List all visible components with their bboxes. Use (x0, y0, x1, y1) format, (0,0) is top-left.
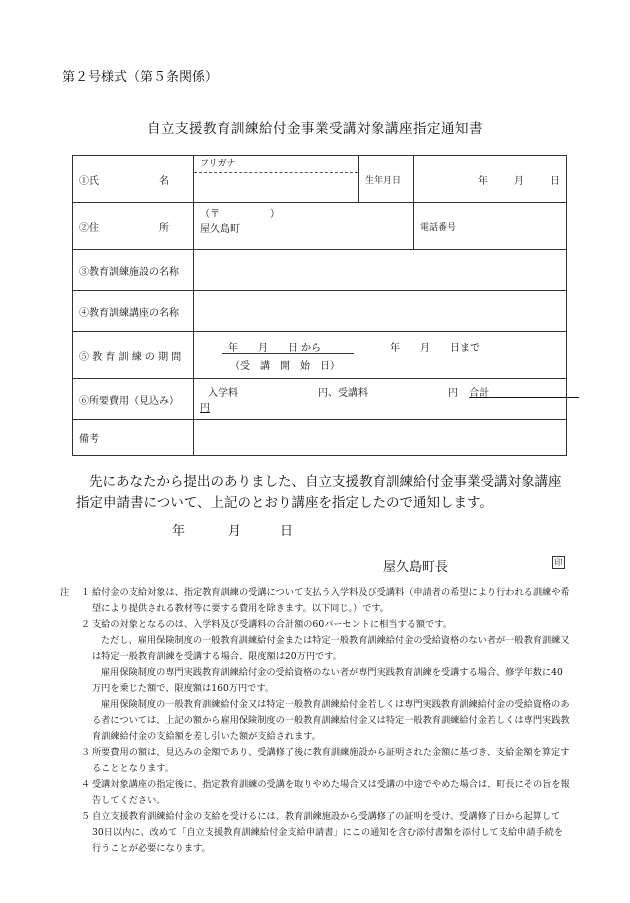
notification-table (72, 155, 580, 456)
note-text: 雇用保険制度の専門実践教育訓練給付金の受給資格のない者が専門実践教育訓練を受講する場合、修学年数に40万円を乗じた額で、限度額は160万円です。 (92, 667, 563, 694)
name-field (194, 156, 359, 203)
note-prefix: 注 (60, 587, 70, 598)
facility-field (194, 250, 567, 291)
note-item (60, 617, 570, 745)
note-number (60, 585, 90, 601)
period-note: （受 講 開 始 日） (230, 361, 340, 372)
remarks-field (194, 420, 567, 456)
note-text: ただし、雇用保険制度の一般教育訓練給付金または特定一般教育訓練給付金の受給資格のない者が一般教育訓練又は特定一般教育訓練を受講する場合、限度額は20万円です。 (92, 635, 570, 662)
facility-label: ③教育訓練施設の名称 (73, 250, 194, 291)
course-label: ④教育訓練講座の名称 (73, 291, 194, 332)
name-label: ①氏 名 (73, 156, 194, 203)
date-day: 日 (280, 524, 294, 539)
note-number-text: ３ (80, 747, 90, 758)
cost-field (194, 379, 580, 420)
address-field (194, 203, 414, 250)
total-cost: 合計 円 (200, 388, 580, 414)
birthdate-label: 生年月日 (359, 156, 414, 203)
address-value: 屋久島町 (200, 224, 240, 235)
note-text: 自立支援教育訓練給付金の支給を受けるには、教育訓練施設から受講修了の証明を受け、受講修了日から起算して30日以内に、改めて「自立支援教育訓練給付金支給申請書」にこの通知を含む添付書類を添付して支給申請手続を行うことが必要になります。 (92, 811, 564, 854)
note-number-text: ４ (80, 779, 90, 790)
date-year: 年 (172, 524, 186, 539)
date-month: 月 (228, 524, 242, 539)
note-text: 雇用保険制度の一般教育訓練給付金又は特定一般教育訓練給付金若しくは専門実践教育訓練給付金の受給資格のある者については、上記の額から雇用保険制度の一般教育訓練給付金又は特定一般教育訓練給付金若しくは専門実践教育訓練給付金の支給額を差し引いた額が支給されます。 (92, 699, 570, 742)
note-number (60, 809, 90, 825)
document-title: 自立支援教育訓練給付金事業受講対象講座指定通知書 (147, 121, 483, 137)
note-text: 給付金の支給対象は、指定教育訓練の受講について支払う入学料及び受講料（申請者の希望により行われる訓練や希望により提供される教材等に要する費用を除きます。以下同じ。）です。 (92, 587, 570, 614)
note-text: 所要費用の額は、見込みの金額であり、受講修了後に教育訓練施設から証明された金額に基づき、支給金額を算定することとなります。 (92, 747, 570, 774)
note-item (60, 809, 570, 857)
note-number-text: ５ (80, 811, 90, 822)
phone-field (414, 203, 567, 250)
period-label: ⑤ 教 育 訓 練 の 期 間 (73, 332, 194, 379)
postal-code: （〒 ） (200, 209, 280, 220)
birthdate-field (414, 156, 567, 203)
note-number-text: １ (80, 587, 90, 598)
note-item (60, 585, 570, 617)
notes-section (60, 585, 570, 857)
period-from: 年 月 日 から (228, 343, 322, 354)
note-item (60, 745, 570, 777)
note-number (60, 745, 90, 761)
note-number (60, 617, 90, 633)
phone-label: 電話番号 (420, 222, 457, 233)
note-number (60, 777, 90, 793)
remarks-label: 備考 (73, 420, 194, 456)
course-field (194, 291, 567, 332)
address-label: ②住 所 (73, 203, 194, 250)
birth-year: 年 (478, 175, 488, 187)
birth-month: 月 (514, 175, 524, 187)
furigana-label: フリガナ (194, 156, 358, 173)
note-text: 支給の対象となるのは、入学料及び受講料の合計額の60パーセントに相当する額です。 (92, 619, 452, 630)
notification-statement: 先にあなたから提出のありました、自立支援教育訓練給付金事業受講対象講座指定申請書について、上記のとおり講座を指定したので通知します。 (76, 474, 562, 511)
seal-mark: 印 (552, 556, 565, 569)
note-text: 受講対象講座の指定後に、指定教育訓練の受講を取りやめた場合又は受講の中途でやめた場合は、町長にその旨を報告してください。 (92, 779, 570, 806)
mayor-title: 屋久島町長 (383, 560, 449, 575)
note-number-text: ２ (80, 619, 90, 630)
note-item (60, 777, 570, 809)
form-number: 第２号様式（第５条関係） (62, 70, 219, 85)
period-underline (222, 353, 354, 354)
cost-label: ⑥所要費用（見込み） (73, 379, 194, 420)
entrance-fee: 入学料 円、受講料 円 (208, 388, 458, 399)
period-field (194, 332, 567, 379)
birth-day: 日 (550, 175, 560, 187)
period-to: 年 月 日まで (390, 343, 480, 354)
